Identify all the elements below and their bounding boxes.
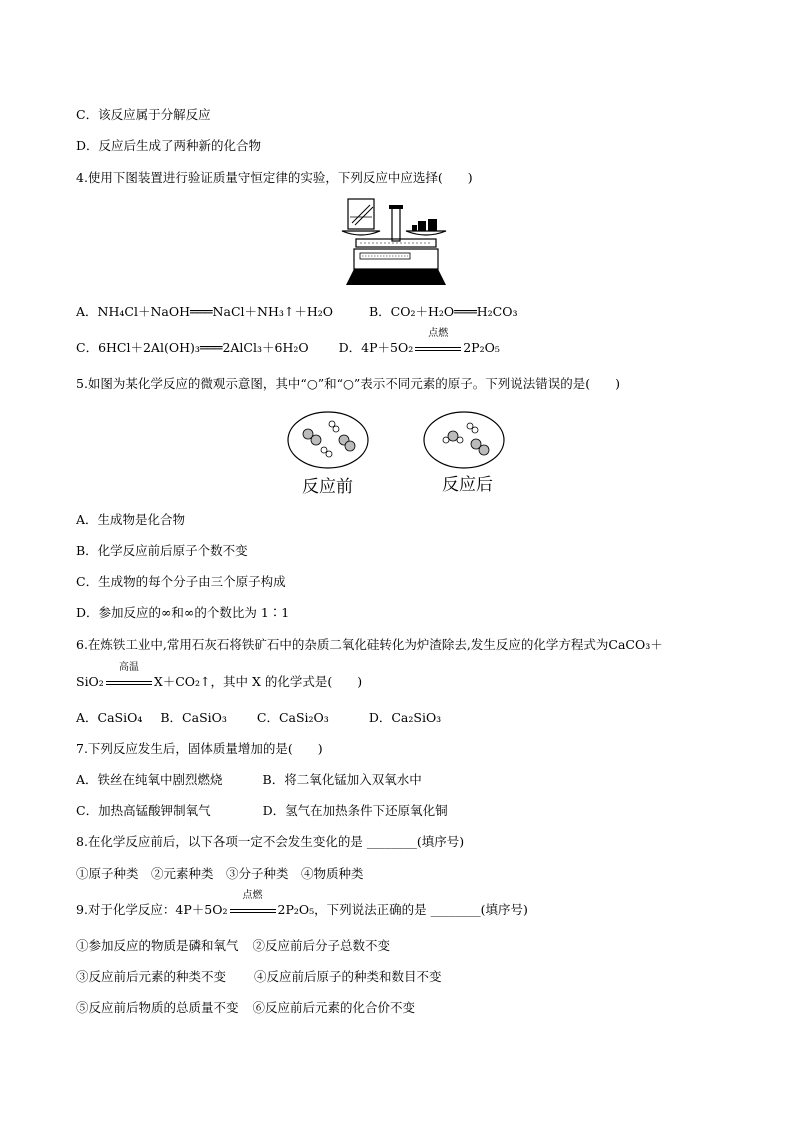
q9-item-5: ⑤反应前后物质的总质量不变	[76, 1000, 239, 1015]
q6-option-b: B．CaSiO₃	[160, 710, 227, 725]
q6-option-c: C．CaSi₂O₃	[256, 710, 329, 725]
q4-options-cd	[76, 328, 500, 356]
caption-after: 反应后	[442, 475, 493, 495]
q9-row1	[76, 938, 390, 954]
q4-option-c: C．6HCl＋2Al(OH)₃═══2AlCl₃＋6H₂O	[76, 340, 309, 355]
q9-row3	[76, 1000, 415, 1016]
atom-large-5	[448, 431, 458, 441]
weight-2	[428, 219, 437, 231]
q6-stem-line2	[76, 662, 363, 690]
q4-option-b: B．CO₂＋H₂O═══H₂CO₃	[369, 304, 518, 319]
q7-option-a: A．铁丝在纯氧中剧烈燃烧	[76, 772, 223, 787]
right-pan	[406, 231, 446, 235]
q6-options	[76, 710, 441, 726]
q6-equation-arrow	[106, 662, 152, 690]
q4-option-d-arrow	[415, 328, 461, 356]
atom-small-1	[329, 421, 335, 427]
before-ellipse	[288, 412, 368, 468]
q4-option-a: A．NH₄Cl＋NaOH═══NaCl＋NH₃↑＋H₂O	[76, 304, 333, 319]
q6-option-d: D．Ca₂SiO₃	[368, 710, 442, 725]
q5-option-c: C．生成物的每个分子由三个原子构成	[76, 574, 286, 589]
q6-condition: 高温	[118, 662, 139, 673]
q9-condition: 点燃	[242, 890, 263, 901]
weight-3	[412, 225, 417, 231]
q9-item-6: ⑥反应前后元素的化合价不变	[252, 1000, 416, 1015]
atom-small-3	[321, 447, 327, 453]
atom-small-8	[472, 427, 478, 433]
q6-option-a: A．CaSiO₄	[76, 710, 143, 725]
q9-stem-left: 9.对于化学反应：4P＋5O₂	[76, 902, 228, 917]
q4-stem: 4.使用下图装置进行验证质量守恒定律的实验，下列反应中应选择( )	[76, 170, 473, 185]
q5-option-b: B．化学反应前后原子个数不变	[76, 543, 248, 558]
q9-item-3: ③反应前后元素的种类不变	[76, 969, 227, 984]
q4-option-d-right: 2P₂O₅	[463, 340, 500, 355]
q9-item-2: ②反应前后分子总数不变	[252, 938, 391, 953]
q7-options-ab	[76, 772, 422, 788]
q9-stem	[76, 890, 528, 918]
q6-stem-right: X＋CO₂↑，其中 X 的化学式是( )	[153, 674, 363, 689]
q9-item-4: ④反应前后原子的种类和数目不变	[254, 969, 442, 984]
q7-option-d: D．氢气在加热条件下还原氧化铜	[262, 803, 448, 818]
after-ellipse	[424, 412, 504, 468]
atom-small-7	[467, 423, 473, 429]
q6-stem-left: SiO₂	[76, 674, 104, 689]
q4-option-d-condition: 点燃	[428, 328, 449, 339]
atom-large-4	[345, 441, 355, 451]
q9-row2	[76, 969, 442, 985]
atom-large-7	[479, 445, 489, 455]
q9-stem-right: 2P₂O₅，下列说法正确的是 ________(填序号)	[277, 902, 528, 917]
q7-options-cd	[76, 803, 448, 819]
q6-stem-line1: 6.在炼铁工业中,常用石灰石将铁矿石中的杂质二氧化硅转化为炉渣除去,发生反应的化学方程式为CaCO₃＋	[76, 637, 663, 652]
atom-small-4	[326, 451, 332, 457]
q8-stem: 8.在化学反应前后，以下各项一定不会发生变化的是 ________(填序号)	[76, 834, 465, 849]
q4-option-d-left: D．4P＋5O₂	[338, 340, 414, 355]
left-pan	[342, 231, 380, 235]
q5-stem: 5.如图为某化学反应的微观示意图，其中“○”和“○”表示不同元素的原子。下列说法错误的是( )	[76, 376, 621, 391]
test-tube	[352, 205, 370, 223]
q9-equation-arrow	[230, 890, 276, 918]
q4-options-ab	[76, 304, 517, 320]
atom-small-2	[333, 426, 339, 432]
q7-stem: 7.下列反应发生后，固体质量增加的是( )	[76, 741, 323, 756]
q7-option-c: C．加热高锰酸钾制氧气	[76, 803, 211, 818]
q5-option-a: A．生成物是化合物	[76, 512, 186, 527]
q7-option-b: B．将二氧化锰加入双氧水中	[262, 772, 422, 787]
weight-1	[418, 221, 426, 231]
q3-option-d: D．反应后生成了两种新的化合物	[76, 138, 262, 153]
q3-option-c: C．该反应属于分解反应	[76, 107, 211, 122]
caption-before: 反应前	[302, 477, 353, 497]
atom-small-6	[457, 437, 463, 443]
q9-item-1: ①参加反应的物质是磷和氧气	[76, 938, 239, 953]
balance-base	[346, 269, 446, 285]
reaction-micro-diagram	[286, 410, 506, 470]
atom-large-2	[311, 435, 321, 445]
balance-apparatus-figure	[340, 193, 452, 289]
center-post	[392, 207, 400, 241]
q8-items: ①原子种类 ②元素种类 ③分子种类 ④物质种类	[76, 866, 364, 881]
q5-option-d: D．参加反应的∞和∞的个数比为 1∶1	[76, 605, 290, 620]
